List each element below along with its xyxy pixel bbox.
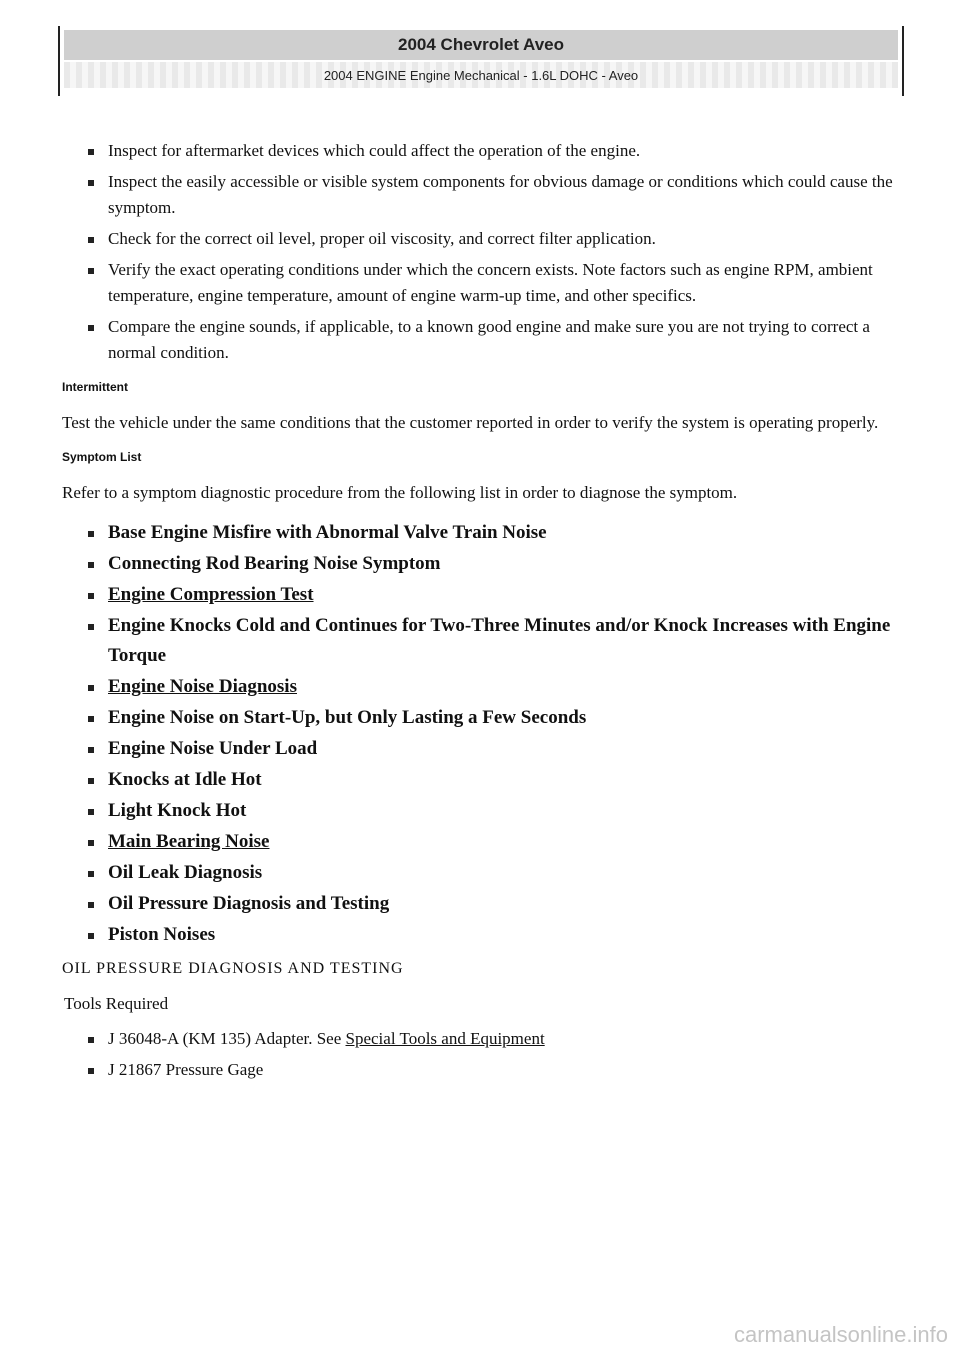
symptom-link-engine-noise-diagnosis[interactable]	[84, 672, 902, 702]
tool-item-pressure-gage: J 21867 Pressure Gage	[84, 1057, 902, 1083]
symptom-list-intro: Refer to a symptom diagnostic procedure from the following list in order to diagnose the symptom.	[62, 483, 738, 502]
link-text[interactable]: Engine Compression Test	[108, 584, 314, 605]
header-title: 2004 Chevrolet Aveo	[64, 30, 898, 60]
symptom-list-heading: Symptom List	[62, 450, 142, 464]
symptom-link-engine-compression-test[interactable]	[84, 580, 902, 610]
tools-required-heading: Tools Required	[64, 994, 169, 1013]
symptom-item-noise-under-load: Engine Noise Under Load	[84, 734, 902, 764]
list-item: Compare the engine sounds, if applicable, to a known good engine and make sure you are not trying to correct a normal condition.	[84, 314, 902, 366]
symptom-link-main-bearing-noise[interactable]	[84, 827, 902, 857]
inspection-list	[62, 138, 902, 366]
symptom-item-oil-pressure: Oil Pressure Diagnosis and Testing	[84, 889, 902, 919]
special-tools-link[interactable]: Special Tools and Equipment	[345, 1029, 545, 1048]
tool-text: J 36048-A (KM 135) Adapter. See	[108, 1029, 342, 1048]
link-text[interactable]: Main Bearing Noise	[108, 831, 270, 852]
document-body	[62, 138, 902, 1088]
symptom-item-connecting-rod-bearing: Connecting Rod Bearing Noise Symptom	[84, 549, 902, 579]
tools-list	[62, 1026, 902, 1083]
symptom-item-noise-on-startup: Engine Noise on Start-Up, but Only Lasting a Few Seconds	[84, 703, 902, 733]
list-item: Inspect the easily accessible or visible system components for obvious damage or conditions which could cause the symptom.	[84, 169, 902, 221]
symptom-list	[62, 518, 902, 950]
list-item: Verify the exact operating conditions under which the concern exists. Note factors such as engine RPM, ambient temperature, engine temperature, amount of engine warm-up time, and other specifics.	[84, 257, 902, 309]
symptom-item-piston-noises: Piston Noises	[84, 920, 902, 950]
watermark: carmanualsonline.info	[733, 1322, 948, 1347]
symptom-item-knocks-idle-hot: Knocks at Idle Hot	[84, 765, 902, 795]
oil-pressure-section-title: OIL PRESSURE DIAGNOSIS AND TESTING	[62, 960, 404, 977]
intermittent-heading: Intermittent	[62, 380, 128, 394]
link-text[interactable]: Engine Noise Diagnosis	[108, 676, 297, 697]
page-header	[58, 26, 904, 96]
symptom-item-engine-knocks-cold: Engine Knocks Cold and Continues for Two-Three Minutes and/or Knock Increases with Engine Torque	[84, 611, 902, 671]
intermittent-text: Test the vehicle under the same conditions that the customer reported in order to verify the system is operating properly.	[62, 413, 879, 432]
list-item: Check for the correct oil level, proper oil viscosity, and correct filter application.	[84, 226, 902, 252]
symptom-item-light-knock-hot: Light Knock Hot	[84, 796, 902, 826]
symptom-item-base-engine-misfire: Base Engine Misfire with Abnormal Valve Train Noise	[84, 518, 902, 548]
list-item: Inspect for aftermarket devices which could affect the operation of the engine.	[84, 138, 902, 164]
tool-item-adapter	[84, 1026, 902, 1052]
header-subtitle: 2004 ENGINE Engine Mechanical - 1.6L DOHC - Aveo	[64, 62, 898, 88]
symptom-item-oil-leak: Oil Leak Diagnosis	[84, 858, 902, 888]
